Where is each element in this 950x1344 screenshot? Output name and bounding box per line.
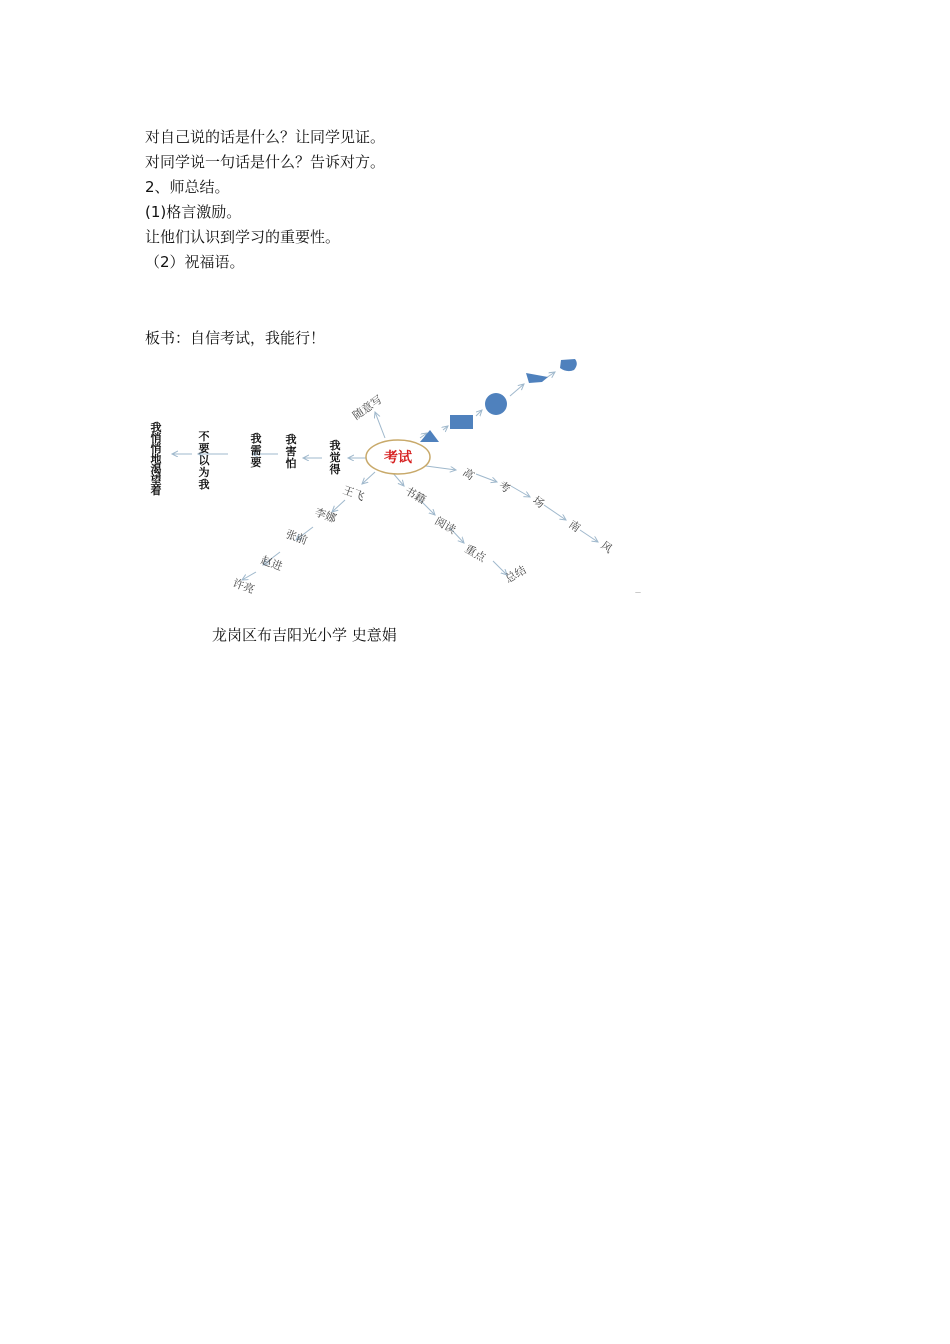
node-woxuyao: 我需要 [250,432,262,469]
node-suiyixie: 随意写 [350,392,385,423]
arrow-to-nan [544,505,566,520]
board-title: 板书：自信考试，我能行！ [145,329,326,347]
circle-shape [485,393,507,415]
node-lina: 李娜 [312,505,339,526]
node-buyaoyiweiwo: 不要以为我 [198,430,210,491]
text-line-4: (1)格言激励。 [145,203,242,221]
footer-author: 龙岗区布吉阳光小学 史意娟 [212,626,397,644]
arrow-to-chang [511,486,530,497]
node-chang: 场 [530,493,547,511]
blob-shape [560,359,577,371]
node-zhangqian: 张前 [283,527,310,548]
flag-shape [526,373,548,383]
node-wohaipa: 我害怕 [285,433,297,470]
mind-map-diagram [130,350,670,610]
node-woqiaoqiao: 我悄悄地渴望着 [150,421,162,497]
node-wangfei: 王飞 [340,483,367,504]
node-shuji: 书籍 [402,484,429,507]
arrow-to-lina [332,500,345,512]
arrow-to-feng [580,530,598,542]
node-zhaojin: 赵进 [258,553,285,574]
node-zhongdian: 重点 [462,542,489,565]
text-line-2: 对同学说一句话是什么？告诉对方。 [145,153,386,171]
arrow-to-circle [476,410,482,416]
center-node-label: 考试 [384,450,412,466]
text-line-3: 2、师总结。 [145,178,230,196]
watermark-mark: — [635,589,641,596]
node-nan: 南 [566,517,583,535]
arrow-to-suiyixie [375,412,385,438]
connector-arrows [172,372,598,580]
right-chain-nodes [460,465,614,556]
node-yuedu: 阅读 [432,514,459,537]
arrow-to-gao [426,466,456,470]
arrow-to-wangfei [362,472,375,484]
text-line-1: 对自己说的话是什么？让同学见证。 [145,128,386,146]
text-line-6: （2）祝福语。 [145,253,245,271]
down-left-nodes [231,484,366,597]
arrow-to-square [443,426,448,430]
node-gao: 高 [460,465,477,483]
down-right-nodes [403,483,529,585]
node-feng: 风 [598,538,615,556]
node-wojuede: 我觉得 [329,439,341,476]
node-kao: 考 [496,478,513,496]
text-line-5: 让他们认识到学习的重要性。 [145,228,341,246]
node-xuliang: 许亮 [230,576,257,597]
square-shape [450,415,473,429]
arrow-to-flag [510,384,524,396]
node-zongjie: 总结 [503,563,529,586]
arrow-to-kao [476,474,497,482]
